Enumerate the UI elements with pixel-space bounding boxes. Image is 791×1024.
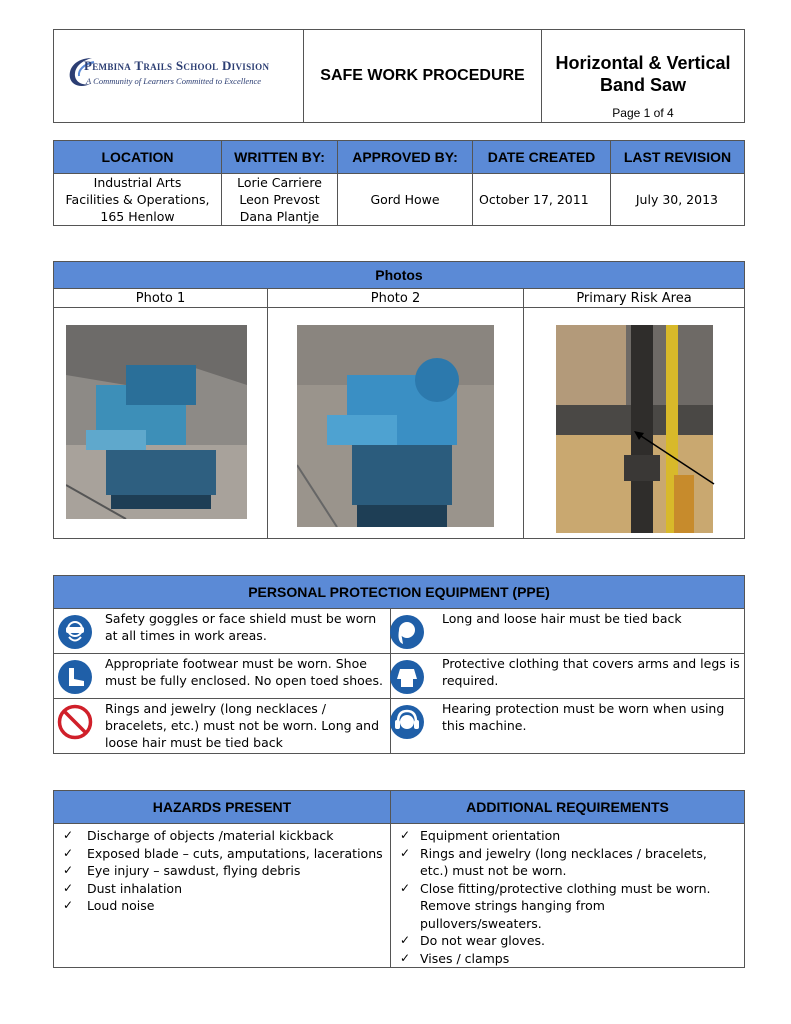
title-line-1: Horizontal & Vertical [555, 53, 731, 73]
location-line: Industrial Arts [93, 175, 182, 190]
date-created-value: October 17, 2011 [473, 174, 611, 226]
hazards-list [54, 827, 390, 915]
photo-1-cell [54, 308, 268, 539]
logo-text [84, 58, 269, 86]
photo-1-image [66, 325, 247, 519]
ppe-item [391, 609, 745, 654]
approved-by-header: APPROVED BY: [338, 141, 473, 174]
author-name: Leon Prevost [239, 192, 320, 207]
photos-table [53, 261, 745, 539]
location-line: Facilities & Operations, [65, 192, 210, 207]
ppe-text: Safety goggles or face shield must be worn at all times in work areas. [105, 611, 377, 643]
primary-risk-cell [524, 308, 745, 539]
list-item: ✓ Dust inhalation [54, 880, 390, 898]
logo-name: Pembina Trails School Division [84, 58, 270, 73]
ppe-item [54, 609, 391, 654]
written-by-header: WRITTEN BY: [222, 141, 338, 174]
author-name: Lorie Carriere [237, 175, 322, 190]
list-item: ✓ Do not wear gloves. [391, 932, 724, 950]
logo-tagline: A Community of Learners Committed to Excellence [86, 76, 262, 86]
location-header: LOCATION [54, 141, 222, 174]
written-by-value [222, 174, 338, 226]
ppe-text: Rings and jewelry (long necklaces / bracelets, etc.) must not be worn. Long and loose hair must be tied back [105, 701, 380, 750]
hazards-cell [54, 824, 391, 968]
ppe-text: Long and loose hair must be tied back [442, 611, 682, 626]
title-line-2: Band Saw [599, 75, 687, 95]
title-cell [542, 30, 744, 122]
photo-2-image [297, 325, 494, 527]
ppe-item [391, 654, 745, 699]
requirements-header: ADDITIONAL REQUIREMENTS [391, 791, 745, 824]
list-item: ✓ Equipment orientation [391, 827, 724, 845]
document-title [542, 52, 744, 96]
safety-footwear-icon [57, 659, 93, 695]
ppe-text: Hearing protection must be worn when using this machine. [442, 701, 725, 733]
list-item: ✓ Discharge of objects /material kickback [54, 827, 390, 845]
photo-2-label: Photo 2 [268, 289, 524, 308]
ppe-item [54, 654, 391, 699]
document-header [53, 29, 745, 123]
list-item: ✓ Rings and jewelry (long necklaces / bracelets, etc.) must not be worn. [391, 845, 724, 880]
list-item: ✓ Exposed blade – cuts, amputations, lacerations [54, 845, 390, 863]
requirements-list [391, 827, 744, 967]
photo-2-cell [268, 308, 524, 539]
ppe-table [53, 575, 745, 754]
list-item: ✓ Eye injury – sawdust, flying debris [54, 862, 390, 880]
risk-pointer-arrow [634, 430, 720, 490]
info-table [53, 140, 745, 226]
primary-risk-image [556, 325, 713, 533]
last-revision-header: LAST REVISION [611, 141, 745, 174]
primary-risk-label: Primary Risk Area [524, 289, 745, 308]
ppe-text: Protective clothing that covers arms and legs is required. [442, 656, 740, 688]
logo-cell [54, 30, 304, 122]
ppe-item [54, 699, 391, 754]
protective-clothing-icon [389, 659, 425, 695]
location-line: 165 Henlow [100, 209, 175, 224]
photos-title: Photos [54, 262, 745, 289]
approved-by-value: Gord Howe [338, 174, 473, 226]
doc-type: SAFE WORK PROCEDURE [304, 30, 542, 122]
ppe-title: PERSONAL PROTECTION EQUIPMENT (PPE) [54, 576, 745, 609]
ppe-item [391, 699, 745, 754]
hazards-header: HAZARDS PRESENT [54, 791, 391, 824]
requirements-cell [391, 824, 745, 968]
no-jewelry-icon [57, 704, 93, 740]
location-value [54, 174, 222, 226]
long-hair-icon [389, 614, 425, 650]
safety-goggles-icon [57, 614, 93, 650]
photo-1-label: Photo 1 [54, 289, 268, 308]
author-name: Dana Plantje [239, 209, 320, 224]
page-number: Page 1 of 4 [612, 106, 674, 120]
list-item: ✓ Close fitting/protective clothing must be worn. Remove strings hanging from pullovers/sweaters. [391, 880, 724, 933]
hazards-table [53, 790, 745, 968]
list-item: ✓ Vises / clamps [391, 950, 724, 968]
ppe-text: Appropriate footwear must be worn. Shoe must be fully enclosed. No open toed shoes. [105, 656, 383, 688]
list-item: ✓ Loud noise [54, 897, 390, 915]
hearing-protection-icon [389, 704, 425, 740]
date-created-header: DATE CREATED [473, 141, 611, 174]
last-revision-value: July 30, 2013 [611, 174, 745, 226]
